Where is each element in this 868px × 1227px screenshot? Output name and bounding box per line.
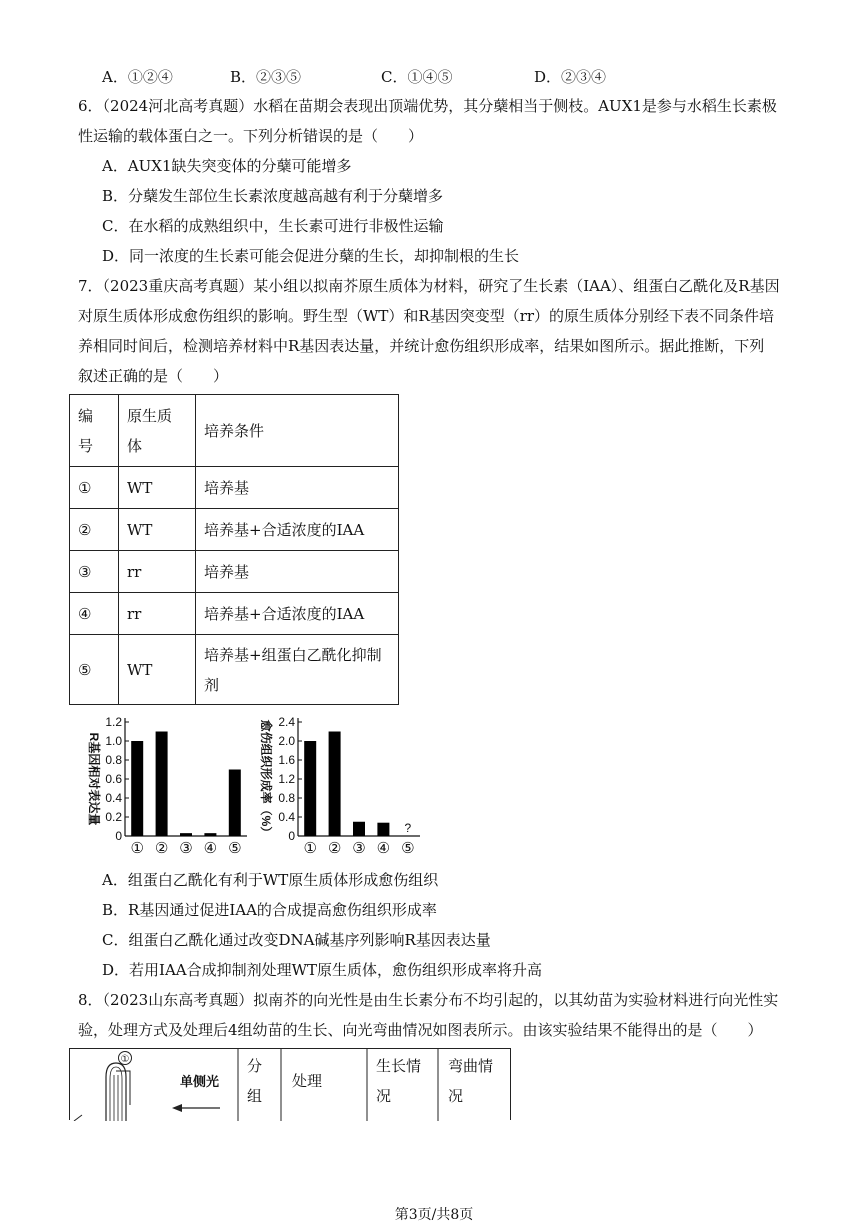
x-tick-label: ② (327, 840, 342, 857)
y-axis-label: R基因相对表达量 (87, 732, 101, 826)
bar (180, 833, 192, 836)
q7-stem-line4: 叙述正确的是（ ） (78, 367, 229, 385)
q6-option-b: B．分蘖发生部位生长素浓度越高越有利于分蘖增多 (102, 187, 444, 205)
table-row: ④ rr 培养基+合适浓度的IAA (70, 593, 399, 635)
q5-option-b: B．②③⑤ (230, 68, 302, 86)
q8-header-bending: 弯曲情 况 (448, 1057, 494, 1105)
table-row: ① WT 培养基 (70, 467, 399, 509)
x-tick-label: ② (154, 840, 169, 857)
x-tick-label: ③ (179, 840, 193, 857)
bar (377, 823, 389, 836)
table-row: ③ rr 培养基 (70, 551, 399, 593)
bar (131, 741, 143, 836)
page-footer: 第3页/共8页 (394, 1207, 474, 1223)
bar (229, 770, 241, 837)
q6-option-c: C．在水稻的成熟组织中，生长素可进行非极性运输 (102, 217, 444, 235)
y-tick-label: 0.8 (105, 753, 122, 767)
bar (204, 833, 216, 836)
q7-stem-line2: 对原生质体形成愈伤组织的影响。野生型（WT）和R基因突变型（rr）的原生质体分别经下表不同条件培 (78, 307, 775, 325)
q7-header-number: 编 号 (70, 395, 119, 467)
light-arrow-icon (172, 1104, 220, 1112)
q5-options (102, 66, 722, 88)
x-tick-label: ④ (203, 840, 218, 857)
q8-stem-line1: 8．（2023山东高考真题）拟南芥的向光性是由生长素分布不均引起的，以其幼苗为实验材料进行向光性实 (78, 991, 779, 1009)
y-tick-label: 1.2 (278, 772, 295, 786)
x-tick-label: ⑤ (228, 840, 242, 857)
y-tick-label: 0.8 (278, 791, 295, 805)
y-tick-label: 0.2 (105, 810, 122, 824)
q7-header-protoplast: 原生质 体 (119, 395, 196, 467)
q6-option-a: A．AUX1缺失突变体的分蘖可能增多 (102, 157, 352, 175)
y-tick-label: 0 (288, 829, 295, 843)
y-tick-label: 1.0 (105, 734, 122, 748)
q7-stem-line1: 7．（2023重庆高考真题）某小组以拟南芥原生质体为材料，研究了生长素（IAA）、组蛋白乙酰化及R基因 (78, 277, 780, 295)
q6-option-d: D．同一浓度的生长素可能会促进分蘖的生长，却抑制根的生长 (102, 247, 520, 265)
bar (304, 741, 316, 836)
q5-option-d: D．②③④ (534, 68, 607, 86)
x-tick-label: ① (130, 840, 144, 857)
callus-formation-rate-chart (250, 710, 425, 862)
seedling-drawing (74, 1063, 130, 1121)
light-label: 单侧光 (180, 1074, 220, 1089)
q8-header-group: 分 组 (247, 1057, 263, 1105)
table-row: ⑤ WT 培养基+组蛋白乙酰化抑制 剂 (70, 635, 399, 705)
unknown-marker: ? (404, 821, 412, 835)
y-tick-label: 0.6 (105, 772, 122, 786)
svg-text:①: ① (120, 1054, 130, 1065)
bar (353, 822, 365, 836)
bar (156, 732, 168, 837)
bar (329, 732, 341, 837)
q8-figure-table (69, 1048, 511, 1120)
r-gene-expression-chart (80, 710, 250, 862)
q7-option-d: D．若用IAA合成抑制剂处理WT原生质体，愈伤组织形成率将升高 (102, 961, 543, 979)
q8-figure-svg (70, 1049, 512, 1121)
y-tick-label: 0.4 (278, 810, 295, 824)
q7-stem-line3: 养相同时间后，检测培养材料中R基因表达量，并统计愈伤组织形成率，结果如图所示。据此推断，下列 (78, 337, 765, 355)
q7-table (69, 394, 399, 705)
seedling-label-1 (119, 1052, 132, 1066)
q8-header-treatment: 处理 (292, 1072, 323, 1090)
y-tick-label: 1.6 (278, 753, 295, 767)
y-tick-label: 0.4 (105, 791, 122, 805)
x-tick-label: ⑤ (401, 840, 415, 857)
x-tick-label: ③ (352, 840, 366, 857)
y-axis-label: 愈伤组织形成率（%） (259, 719, 273, 839)
q7-option-b: B．R基因通过促进IAA的合成提高愈伤组织形成率 (102, 901, 437, 919)
y-tick-label: 1.2 (105, 715, 122, 729)
q7-option-a: A．组蛋白乙酰化有利于WT原生质体形成愈伤组织 (102, 871, 439, 889)
q6-stem-line2: 性运输的载体蛋白之一。下列分析错误的是（ ） (78, 127, 424, 145)
y-tick-label: 2.4 (278, 715, 295, 729)
q7-header-condition: 培养条件 (196, 395, 399, 467)
table-row: ② WT 培养基+合适浓度的IAA (70, 509, 399, 551)
x-tick-label: ① (303, 840, 317, 857)
y-tick-label: 0 (115, 829, 122, 843)
y-tick-label: 2.0 (278, 734, 295, 748)
q5-option-c: C．①④⑤ (381, 68, 453, 86)
x-tick-label: ④ (376, 840, 391, 857)
q7-table-header (70, 395, 399, 467)
q7-option-c: C．组蛋白乙酰化通过改变DNA碱基序列影响R基因表达量 (102, 931, 491, 949)
q8-header-growth: 生长情 况 (376, 1057, 422, 1105)
q8-stem-line2: 验，处理方式及处理后4组幼苗的生长、向光弯曲情况如图表所示。由该实验结果不能得出的是（ ） (78, 1021, 763, 1039)
q5-option-a: A．①②④ (102, 68, 173, 86)
q6-stem-line1: 6．（2024河北高考真题）水稻在苗期会表现出顶端优势，其分蘖相当于侧枝。AUX1是参与水稻生长素极 (78, 97, 777, 115)
